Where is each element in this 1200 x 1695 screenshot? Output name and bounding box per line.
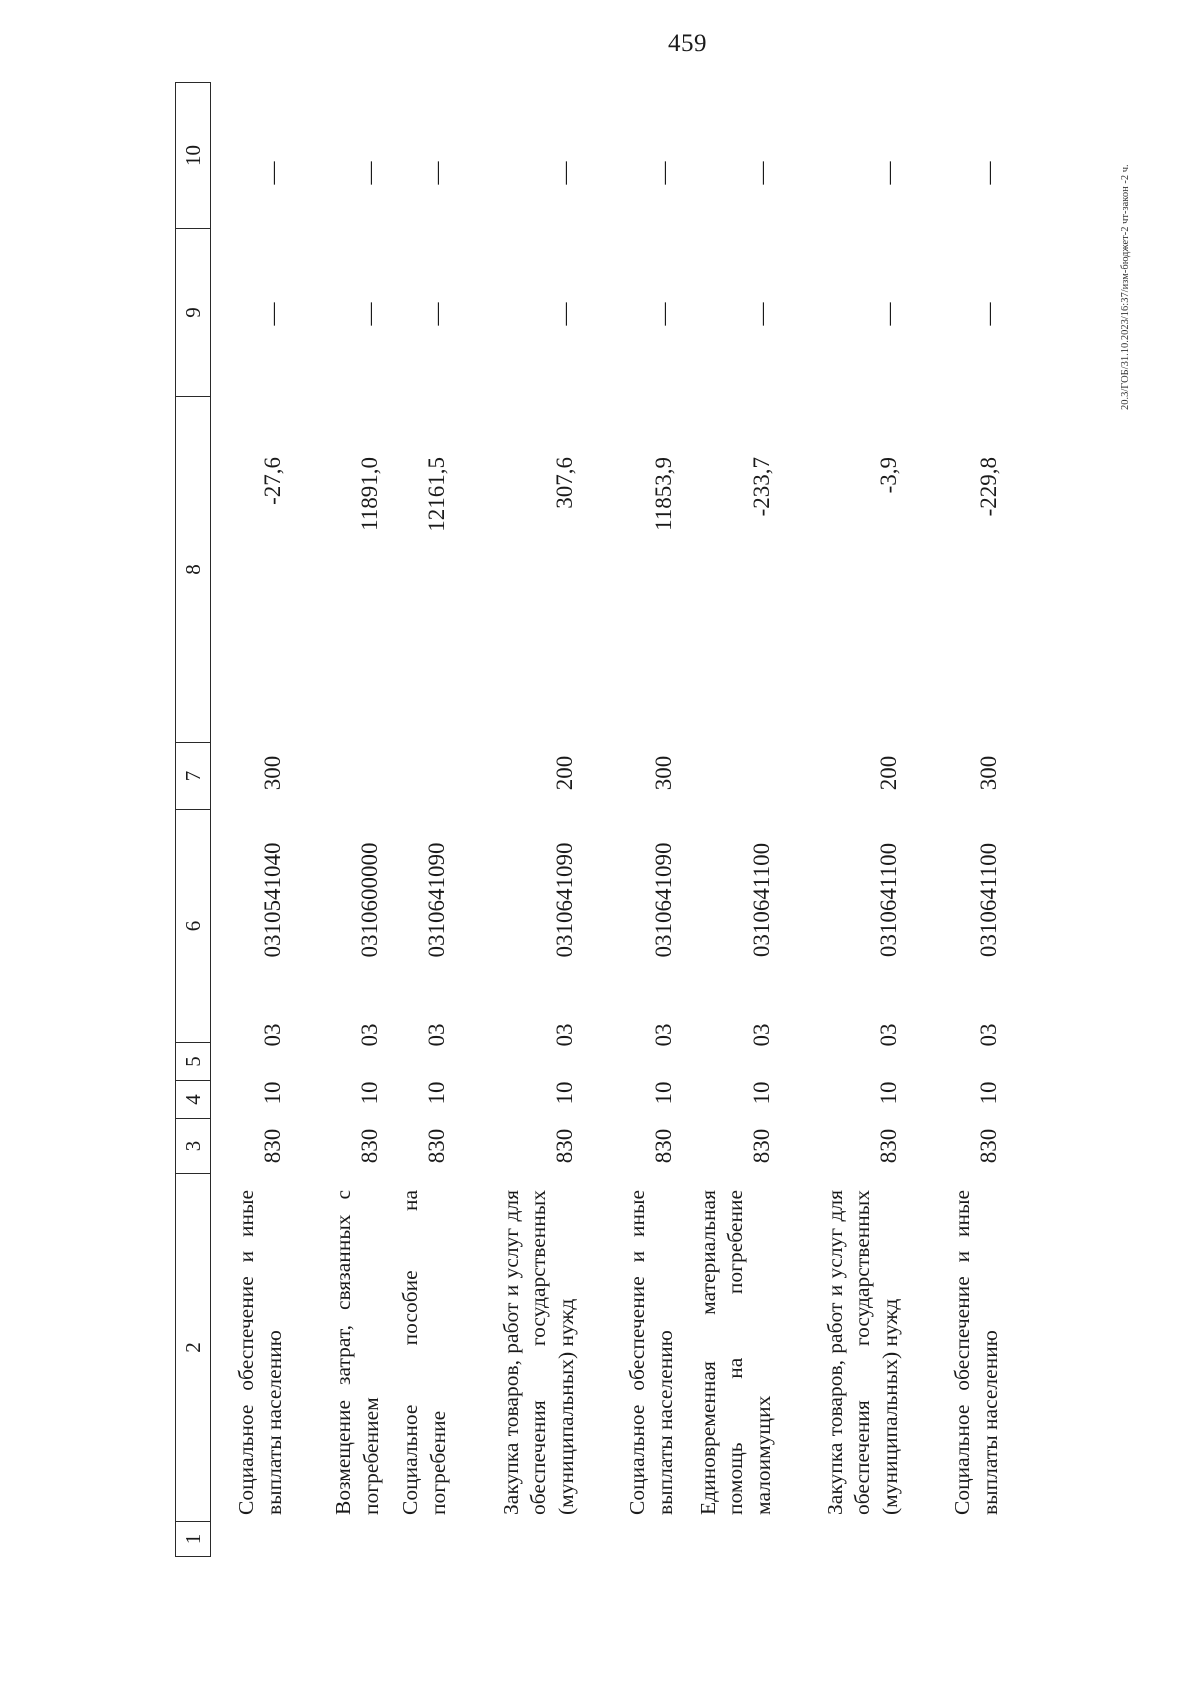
cell-col8: 307,6 bbox=[552, 457, 577, 509]
cell-col7 bbox=[747, 743, 777, 803]
cell-col9: — bbox=[357, 302, 382, 326]
row-description: Единовременная материальная помощь на погребение малоимущих bbox=[695, 1190, 775, 1515]
cell-col6: 0310641090 bbox=[651, 842, 676, 958]
cell-col6: 0310641090 bbox=[552, 842, 577, 958]
cell-col5: 03 bbox=[876, 1023, 901, 1047]
cell-col10: — bbox=[976, 161, 1001, 185]
cell-col6: 0310541040 bbox=[260, 842, 285, 958]
header-cell-8: 8 bbox=[176, 396, 210, 742]
cell-col9: — bbox=[424, 302, 449, 326]
cell-col8: 11891,0 bbox=[357, 457, 382, 531]
cell-col8: -233,7 bbox=[749, 457, 774, 517]
header-cell-1: 1 bbox=[176, 1521, 210, 1556]
page-number: 459 bbox=[668, 30, 707, 57]
cell-col3: 830 bbox=[424, 1128, 449, 1164]
cell-col9: — bbox=[260, 302, 285, 326]
cell-col4: 10 bbox=[749, 1081, 774, 1105]
cell-col3: 830 bbox=[876, 1128, 901, 1164]
table-row bbox=[288, 82, 385, 1557]
header-cell-5: 5 bbox=[176, 1042, 210, 1080]
cell-col3: 830 bbox=[976, 1128, 1001, 1164]
row-description: Социальное обеспечение и иные выплаты населению bbox=[625, 1190, 677, 1515]
cell-col3: 830 bbox=[260, 1128, 285, 1164]
table-row bbox=[904, 82, 1004, 1557]
cell-col7: 300 bbox=[651, 755, 676, 791]
cell-col5: 03 bbox=[976, 1023, 1001, 1047]
cell-col5: 03 bbox=[552, 1023, 577, 1047]
cell-col5: 03 bbox=[424, 1023, 449, 1047]
cell-col5: 03 bbox=[749, 1023, 774, 1047]
cell-col4: 10 bbox=[876, 1081, 901, 1105]
cell-col6: 0310641090 bbox=[424, 842, 449, 958]
row-description: Закупка товаров, работ и услуг для обеспечения государственных (муниципальных) нужд bbox=[822, 1190, 902, 1515]
cell-col5: 03 bbox=[651, 1023, 676, 1047]
row-description: Социальное обеспечение и иные выплаты населению bbox=[950, 1190, 1002, 1515]
cell-col10: — bbox=[876, 161, 901, 185]
cell-col4: 10 bbox=[357, 1081, 382, 1105]
cell-col9: — bbox=[651, 302, 676, 326]
cell-col8: -229,8 bbox=[976, 457, 1001, 517]
cell-col4: 10 bbox=[651, 1081, 676, 1105]
cell-col7: 200 bbox=[876, 755, 901, 791]
cell-col8: -27,6 bbox=[260, 457, 285, 505]
cell-col7: 300 bbox=[260, 755, 285, 791]
table-row bbox=[215, 82, 288, 1557]
row-description: Социальное обеспечение и иные выплаты населению bbox=[234, 1190, 286, 1515]
cell-col8: -3,9 bbox=[876, 457, 901, 494]
cell-col7 bbox=[355, 743, 385, 803]
cell-col8: 12161,5 bbox=[424, 457, 449, 532]
cell-col7 bbox=[422, 743, 452, 803]
cell-col6: 0310641100 bbox=[976, 842, 1001, 958]
cell-col7: 300 bbox=[976, 755, 1001, 791]
header-cell-9: 9 bbox=[176, 228, 210, 396]
header-cell-7: 7 bbox=[176, 742, 210, 809]
cell-col10: — bbox=[651, 161, 676, 185]
budget-table bbox=[175, 82, 1045, 1557]
cell-col3: 830 bbox=[651, 1128, 676, 1164]
cell-col6: 0310600000 bbox=[357, 842, 382, 958]
cell-col3: 830 bbox=[552, 1128, 577, 1164]
cell-col10: — bbox=[260, 161, 285, 185]
cell-col10: — bbox=[552, 161, 577, 185]
row-description: Возмещение затрат, связанных с погребением bbox=[331, 1190, 383, 1515]
cell-col7: 200 bbox=[552, 755, 577, 791]
table-row bbox=[452, 82, 580, 1557]
cell-col5: 03 bbox=[260, 1023, 285, 1047]
table-row bbox=[385, 82, 452, 1557]
cell-col4: 10 bbox=[976, 1081, 1001, 1105]
cell-col6: 0310641100 bbox=[749, 842, 774, 958]
cell-col6: 0310641100 bbox=[876, 842, 901, 958]
cell-col10: — bbox=[424, 161, 449, 185]
cell-col9: — bbox=[552, 302, 577, 326]
cell-col4: 10 bbox=[552, 1081, 577, 1105]
cell-col9: — bbox=[976, 302, 1001, 326]
cell-col9: — bbox=[749, 302, 774, 326]
cell-col5: 03 bbox=[357, 1023, 382, 1047]
table-header bbox=[175, 82, 211, 1557]
cell-col3: 830 bbox=[357, 1128, 382, 1164]
footer-code: 20.3/ГОБ/31.10.2023/16:37/изм-бюджет-2 чт-закон -2 ч. bbox=[1120, 164, 1131, 410]
header-cell-3: 3 bbox=[176, 1118, 210, 1173]
cell-col10: — bbox=[357, 161, 382, 185]
header-cell-2: 2 bbox=[176, 1173, 210, 1521]
cell-col8: 11853,9 bbox=[651, 457, 676, 531]
header-cell-10: 10 bbox=[181, 145, 205, 166]
header-cell-6: 6 bbox=[176, 809, 210, 1042]
row-description: Социальное пособие на погребение bbox=[398, 1190, 450, 1515]
cell-col3: 830 bbox=[749, 1128, 774, 1164]
cell-col10: — bbox=[749, 161, 774, 185]
header-cell-4: 4 bbox=[176, 1080, 210, 1118]
table-row bbox=[679, 82, 777, 1557]
row-description: Закупка товаров, работ и услуг для обеспечения государственных (муниципальных) нужд bbox=[498, 1190, 578, 1515]
table-row bbox=[580, 82, 679, 1557]
cell-col4: 10 bbox=[260, 1081, 285, 1105]
table-row bbox=[777, 82, 904, 1557]
cell-col9: — bbox=[876, 302, 901, 326]
cell-col4: 10 bbox=[424, 1081, 449, 1105]
